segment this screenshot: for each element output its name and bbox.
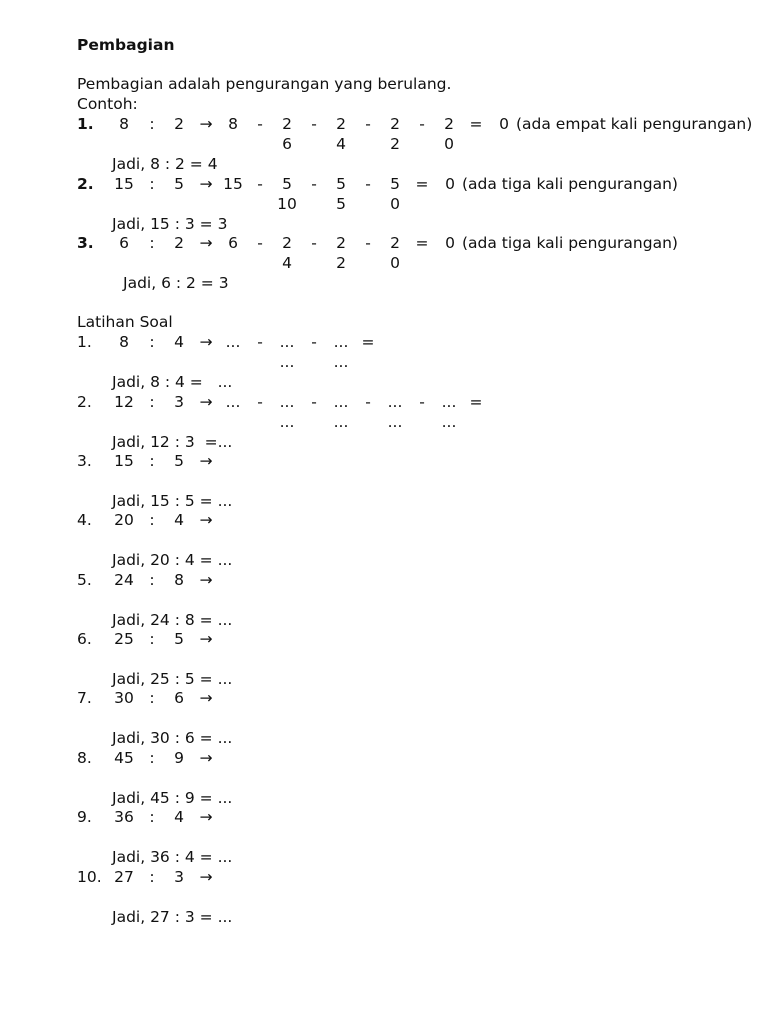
exercise-1-equals-sign: = [361,333,375,351]
example-1-dividend: 8 [119,115,129,133]
example-3-note: (ada tiga kali pengurangan) [462,234,678,252]
exercise-8-arrow: → [199,749,213,767]
exercise-2-minus-sign: - [365,393,371,411]
exercise-2-minus-sign: - [257,393,263,411]
example-2-conclusion: Jadi, 15 : 3 = 3 [112,215,228,233]
example-3-subtrahend: 2 [282,234,292,252]
example-3-divisor: 2 [174,234,184,252]
exercise-6-number: 6. [77,630,92,648]
exercise-1-subtrahend: ... [279,333,295,351]
exercise-8-colon: : [149,749,155,767]
example-3-dividend: 6 [119,234,129,252]
example-3-number: 3. [77,234,94,252]
exercise-2-remainder: ... [279,413,295,431]
example-2-note: (ada tiga kali pengurangan) [462,175,678,193]
exercise-3-conclusion: Jadi, 15 : 5 = ... [112,492,233,510]
exercise-3-dividend: 15 [114,452,134,470]
example-3-equals-sign: = [415,234,429,252]
exercise-4-colon: : [149,511,155,529]
exercise-6-divisor: 5 [174,630,184,648]
exercise-4-number: 4. [77,511,92,529]
example-1-subtrahend: 2 [444,115,454,133]
example-1-remainder: 4 [336,135,346,153]
example-2-subtrahend: 5 [282,175,292,193]
example-1-remainder: 2 [390,135,400,153]
example-1-subtrahend: 2 [336,115,346,133]
exercise-8-conclusion: Jadi, 45 : 9 = ... [112,789,233,807]
exercise-7-divisor: 6 [174,689,184,707]
exercise-2-arrow: → [199,393,213,411]
exercise-7-conclusion: Jadi, 30 : 6 = ... [112,729,233,747]
example-1-result: 0 [499,115,509,133]
exercise-9-conclusion: Jadi, 36 : 4 = ... [112,848,233,866]
example-1-subtrahend: 2 [282,115,292,133]
exercise-2-remainder: ... [387,413,403,431]
exercise-2-equals-sign: = [469,393,483,411]
example-3-start-value: 6 [228,234,238,252]
exercise-9-divisor: 4 [174,808,184,826]
exercise-1-arrow: → [199,333,213,351]
example-1-minus-sign: - [365,115,371,133]
exercise-1-conclusion: Jadi, 8 : 4 = ... [112,373,233,391]
example-3-colon: : [149,234,155,252]
example-3-result: 0 [445,234,455,252]
example-1-colon: : [149,115,155,133]
exercise-10-arrow: → [199,868,213,886]
example-3-remainder: 2 [336,254,346,272]
exercise-2-dividend: 12 [114,393,134,411]
exercise-8-number: 8. [77,749,92,767]
exercise-2-subtrahend: ... [333,393,349,411]
example-1-remainder: 6 [282,135,292,153]
example-2-dividend: 15 [114,175,134,193]
exercise-5-number: 5. [77,571,92,589]
exercise-3-arrow: → [199,452,213,470]
example-1-number: 1. [77,115,94,133]
example-3-remainder: 4 [282,254,292,272]
example-1-remainder: 0 [444,135,454,153]
example-1-divisor: 2 [174,115,184,133]
exercise-1-minus-sign: - [257,333,263,351]
exercise-3-divisor: 5 [174,452,184,470]
exercise-10-conclusion: Jadi, 27 : 3 = ... [112,908,233,926]
exercise-1-colon: : [149,333,155,351]
exercise-10-divisor: 3 [174,868,184,886]
exercise-2-minus-sign: - [311,393,317,411]
example-2-subtrahend: 5 [336,175,346,193]
exercise-7-colon: : [149,689,155,707]
exercise-1-dividend: 8 [119,333,129,351]
example-2-minus-sign: - [365,175,371,193]
example-2-minus-sign: - [311,175,317,193]
exercise-10-dividend: 27 [114,868,134,886]
exercise-2-conclusion: Jadi, 12 : 3 =... [112,433,233,451]
exercise-1-start-value: ... [225,333,241,351]
exercise-4-conclusion: Jadi, 20 : 4 = ... [112,551,233,569]
exercise-7-dividend: 30 [114,689,134,707]
exercise-2-minus-sign: - [419,393,425,411]
exercise-4-dividend: 20 [114,511,134,529]
example-2-remainder: 10 [277,195,297,213]
exercise-9-arrow: → [199,808,213,826]
example-1-arrow: → [199,115,213,133]
example-1-conclusion: Jadi, 8 : 2 = 4 [112,155,218,173]
exercise-10-number: 10. [77,868,102,886]
example-1-minus-sign: - [311,115,317,133]
example-2-number: 2. [77,175,94,193]
example-3-minus-sign: - [365,234,371,252]
exercise-1-remainder: ... [279,353,295,371]
example-3-remainder: 0 [390,254,400,272]
exercise-2-subtrahend: ... [387,393,403,411]
example-3-minus-sign: - [311,234,317,252]
exercise-9-dividend: 36 [114,808,134,826]
example-3-conclusion: Jadi, 6 : 2 = 3 [123,274,229,292]
exercise-2-colon: : [149,393,155,411]
exercise-6-arrow: → [199,630,213,648]
example-1-subtrahend: 2 [390,115,400,133]
example-2-minus-sign: - [257,175,263,193]
exercise-10-colon: : [149,868,155,886]
exercise-label: Latihan Soal [77,313,173,331]
exercise-7-arrow: → [199,689,213,707]
exercise-7-number: 7. [77,689,92,707]
example-1-start-value: 8 [228,115,238,133]
example-3-arrow: → [199,234,213,252]
exercise-9-colon: : [149,808,155,826]
exercise-1-minus-sign: - [311,333,317,351]
exercise-5-conclusion: Jadi, 24 : 8 = ... [112,611,233,629]
exercise-5-divisor: 8 [174,571,184,589]
example-1-equals-sign: = [469,115,483,133]
exercise-5-dividend: 24 [114,571,134,589]
example-2-equals-sign: = [415,175,429,193]
exercise-2-number: 2. [77,393,92,411]
exercise-9-number: 9. [77,808,92,826]
exercise-2-start-value: ... [225,393,241,411]
example-2-remainder: 0 [390,195,400,213]
example-2-subtrahend: 5 [390,175,400,193]
example-2-divisor: 5 [174,175,184,193]
example-2-arrow: → [199,175,213,193]
exercise-2-remainder: ... [333,413,349,431]
exercise-2-divisor: 3 [174,393,184,411]
exercise-6-conclusion: Jadi, 25 : 5 = ... [112,670,233,688]
exercise-5-arrow: → [199,571,213,589]
exercise-2-subtrahend: ... [441,393,457,411]
exercise-8-divisor: 9 [174,749,184,767]
example-3-minus-sign: - [257,234,263,252]
example-1-minus-sign: - [257,115,263,133]
exercise-4-arrow: → [199,511,213,529]
intro-text: Pembagian adalah pengurangan yang berulang. [77,75,452,93]
exercise-1-subtrahend: ... [333,333,349,351]
example-2-start-value: 15 [223,175,243,193]
exercise-6-colon: : [149,630,155,648]
exercise-3-colon: : [149,452,155,470]
exercise-1-number: 1. [77,333,92,351]
exercise-1-remainder: ... [333,353,349,371]
exercise-2-subtrahend: ... [279,393,295,411]
example-2-remainder: 5 [336,195,346,213]
page-title: Pembagian [77,36,175,54]
exercise-4-divisor: 4 [174,511,184,529]
exercise-3-number: 3. [77,452,92,470]
example-2-result: 0 [445,175,455,193]
example-1-note: (ada empat kali pengurangan) [516,115,753,133]
example-3-subtrahend: 2 [336,234,346,252]
exercise-5-colon: : [149,571,155,589]
exercise-6-dividend: 25 [114,630,134,648]
example-3-subtrahend: 2 [390,234,400,252]
exercise-2-remainder: ... [441,413,457,431]
exercise-8-dividend: 45 [114,749,134,767]
example-2-colon: : [149,175,155,193]
exercise-1-divisor: 4 [174,333,184,351]
example-1-minus-sign: - [419,115,425,133]
examples-label: Contoh: [77,95,138,113]
